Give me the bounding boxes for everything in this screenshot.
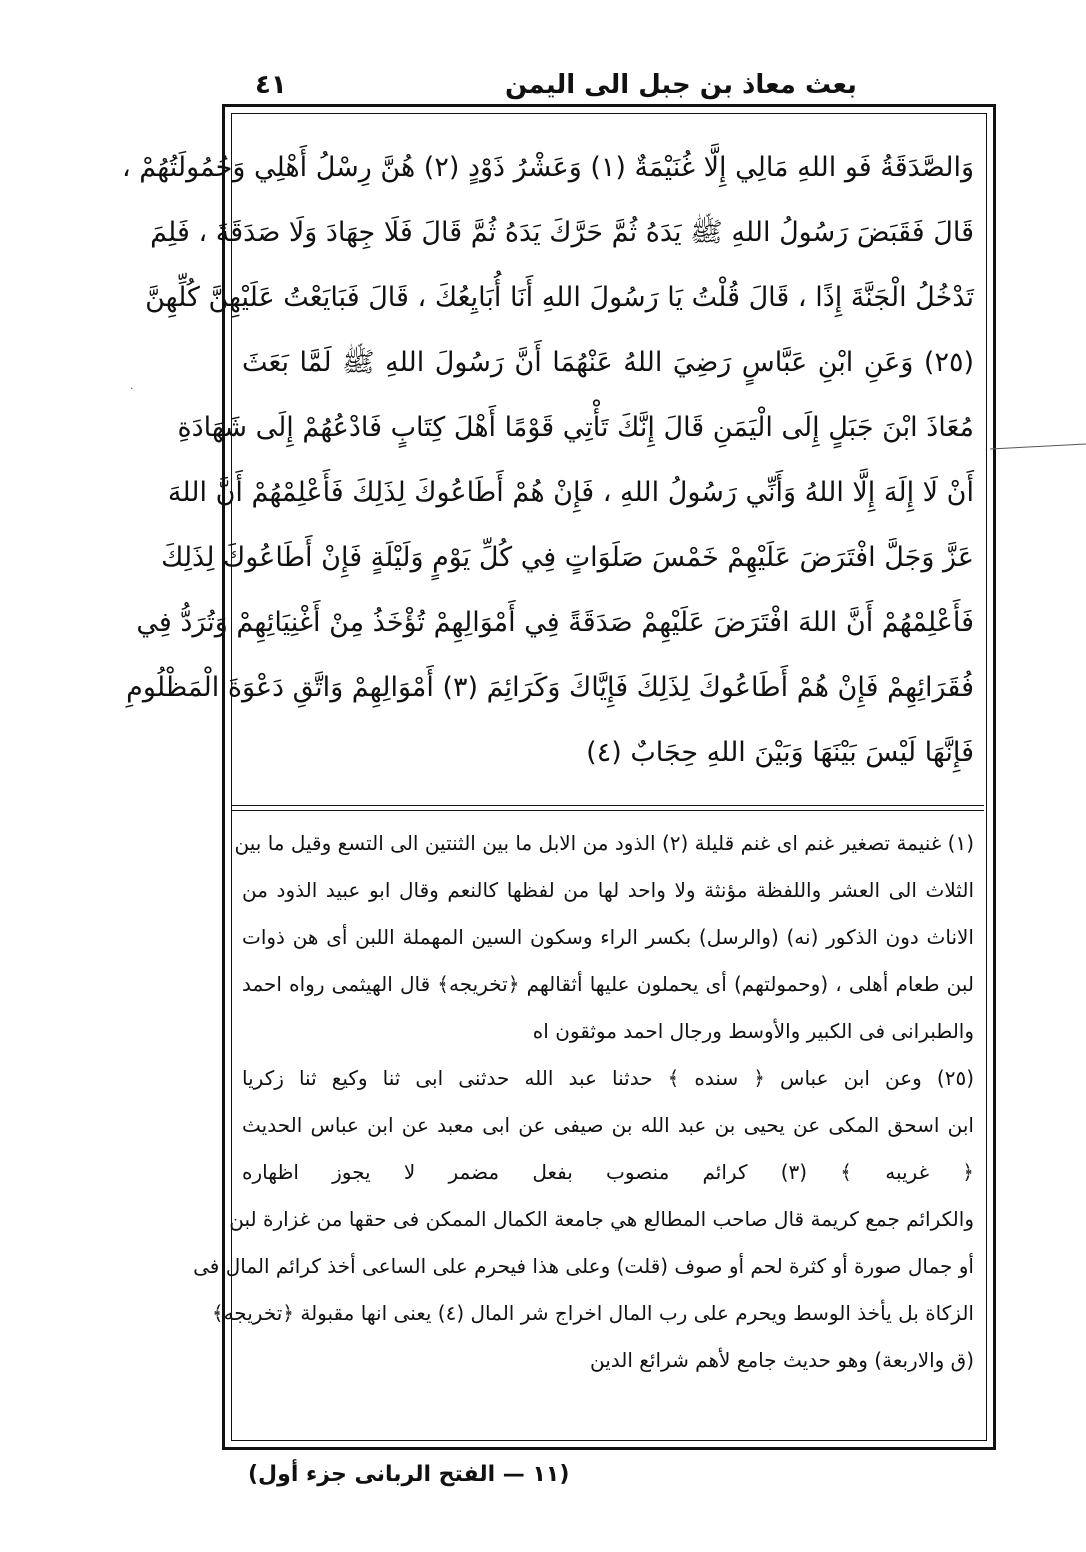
footnote-line: الزكاة بل يأخذ الوسط ويحرم على رب المال اخراج شر المال (٤) يعنى انها مقبولة ﴿تخريجه﴾ xyxy=(211,1301,974,1325)
footnote-line: لبن طعام أهلى ، (وحمولتهم) أى يحملون عليها أثقالهم ﴿تخريجه﴾ قال الهيثمى رواه احمد xyxy=(242,972,974,996)
main-text-line: مُعَاذَ ابْنَ جَبَلٍ إِلَى الْيَمَنِ قَالَ إِنَّكَ تَأْتِي قَوْمًا أَهْلَ كِتَابٍ فَادْعُهُمْ إِلَى شَهَادَةِ xyxy=(177,412,974,443)
main-text-block xyxy=(122,135,984,785)
footnote-line: (ق والاربعة) وهو حديث جامع لأهم شرائع الدين xyxy=(589,1348,974,1372)
footnote-line: والطبرانى فى الكبير والأوسط ورجال احمد موثقون اه xyxy=(532,1019,974,1043)
footnote-line: الاناث دون الذكور (نه) (والرسل) بكسر الراء وسكون السين المهملة اللبن أى هن ذوات xyxy=(242,925,974,949)
margin-mark: · xyxy=(130,384,134,395)
footnote-line: والكرائم جمع كريمة قال صاحب المطالع هي جامعة الكمال الممكن فى حقها من غزارة لبن xyxy=(229,1207,974,1231)
main-text-line: فَإِنَّهَا لَيْسَ بَيْنَهَا وَبَيْنَ اللهِ حِجَابٌ (٤) xyxy=(586,737,974,768)
footnote-line: (٢٥) وعن ابن عباس ﴿ سنده ﴾ حدثنا عبد الله حدثنى ابى ثنا وكيع ثنا زكريا xyxy=(242,1066,974,1090)
main-text-line: أَنْ لَا إِلَهَ إِلَّا اللهُ وَأَنِّي رَسُولُ اللهِ ، فَإِنْ هُمْ أَطَاعُوكَ لِذَلِكَ فَأَعْلِمْهُمْ أَنَّ اللهَ xyxy=(167,477,974,508)
footnotes-block xyxy=(193,820,984,1384)
footnote-line: ابن اسحق المكى عن يحيى بن عبد الله بن صيفى عن ابى معبد عن ابن عباس الحديث xyxy=(242,1113,974,1137)
main-text-line: فَأَعْلِمْهُمْ أَنَّ اللهَ افْتَرَضَ عَلَيْهِمْ صَدَقَةً فِي أَمْوَالِهِمْ تُؤْخَذُ مِنْ أَغْنِيَائِهِمْ وَتُرَدُّ فِي xyxy=(136,607,974,638)
pencil-stray-line xyxy=(990,443,1086,449)
main-text-line: (٢٥) وَعَنِ ابْنِ عَبَّاسٍ رَضِيَ اللهُ عَنْهُمَا أَنَّ رَسُولَ اللهِ ﷺ لَمَّا بَعَثَ xyxy=(242,347,974,378)
footnote-line: أو جمال صورة أو كثرة لحم أو صوف (قلت) وعلى هذا فيحرم على الساعى أخذ كرائم المال فى xyxy=(193,1254,974,1278)
footnote-line: ﴿ غريبه ﴾ (٣) كرائم منصوب بفعل مضمر لا يجوز اظهاره xyxy=(242,1160,974,1184)
footnote-line: الثلاث الى العشر واللفظة مؤنثة ولا واحد لها من لفظها كالنعم وقال ابو عبيد الذود من xyxy=(242,878,974,902)
footnote-line: (١) غنيمة تصغير غنم اى غنم قليلة (٢) الذود من الابل ما بين الثنتين الى التسع وقيل ما بين xyxy=(234,831,974,855)
main-text-line: تَدْخُلُ الْجَنَّةَ إِذًا ، قَالَ قُلْتُ يَا رَسُولَ اللهِ أَنَا أُبَايِعُكَ ، قَالَ فَبَايَعْتُ عَلَيْهِنَّ كُلِّهِنَّ xyxy=(145,282,974,313)
main-text-line: قَالَ فَقَبَضَ رَسُولُ اللهِ ﷺ يَدَهُ ثُمَّ حَرَّكَ يَدَهُ ثُمَّ قَالَ فَلَا جِهَادَ وَلَا صَدَقَةَ ، فَلِمَ xyxy=(150,217,974,248)
section-divider xyxy=(232,810,984,811)
section-divider xyxy=(232,805,984,806)
running-head: بعث معاذ بن جبل الى اليمن xyxy=(505,70,857,100)
bottom-signature: (١١ — الفتح الربانى جزء أول) xyxy=(248,1462,570,1487)
main-text-line: فُقَرَائِهِمْ فَإِنْ هُمْ أَطَاعُوكَ لِذَلِكَ فَإِيَّاكَ وَكَرَائِمَ (٣) أَمْوَالِهِمْ وَاتَّقِ دَعْوَةَ الْمَظْلُومِ xyxy=(126,672,974,703)
main-text-line: عَزَّ وَجَلَّ افْتَرَضَ عَلَيْهِمْ خَمْسَ صَلَوَاتٍ فِي كُلِّ يَوْمٍ وَلَيْلَةٍ فَإِنْ أَطَاعُوكَ لِذَلِكَ xyxy=(161,542,974,573)
main-text-line: وَالصَّدَقَةُ فَو اللهِ مَالِي إِلَّا غُنَيْمَةٌ (١) وَعَشْرُ ذَوْدٍ (٢) هُنَّ رِسْلُ أَهْلِي وَحُمُولَتُهُمْ ، xyxy=(122,152,974,183)
page-number: ٤١ xyxy=(255,70,287,100)
